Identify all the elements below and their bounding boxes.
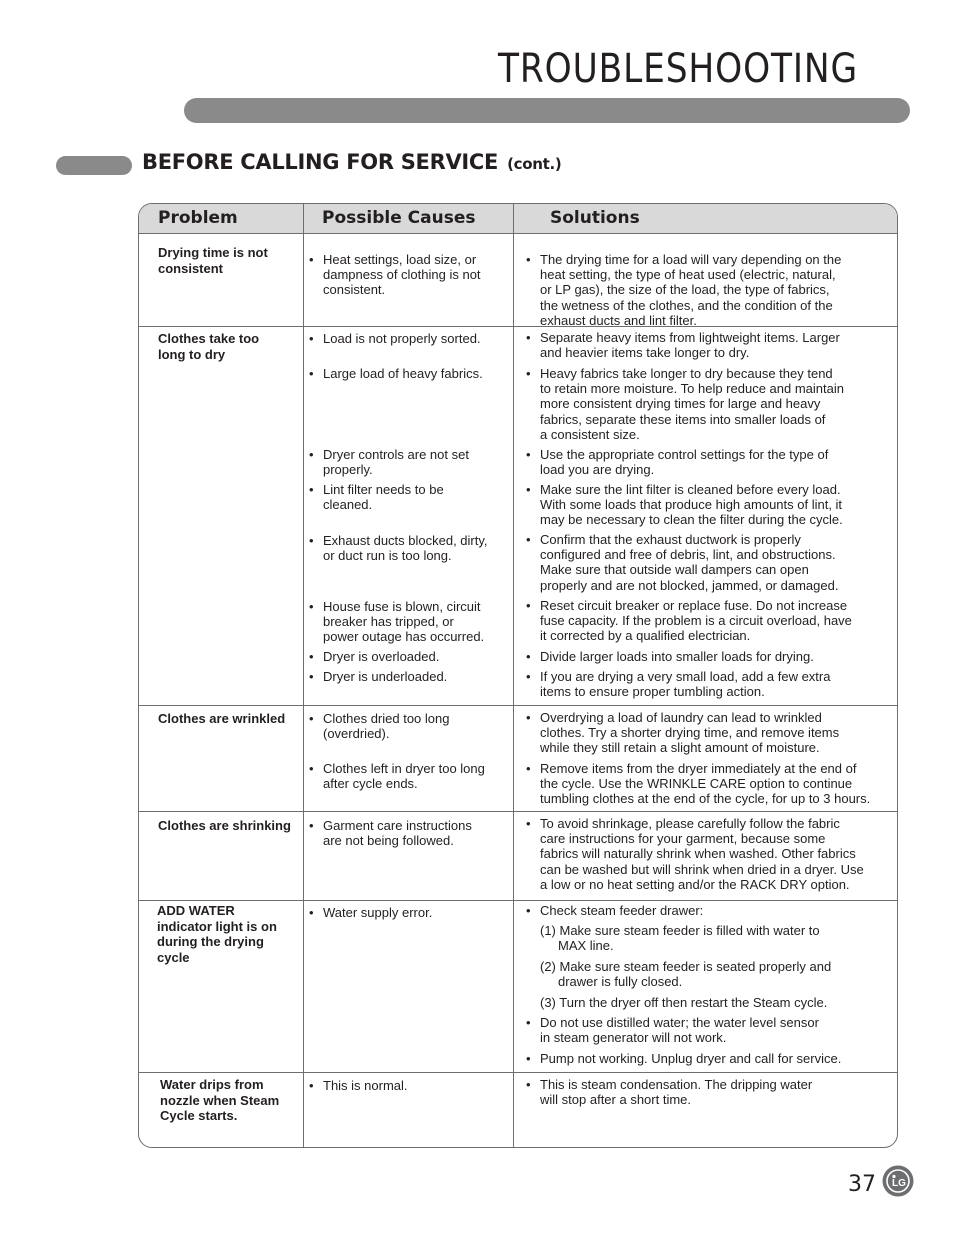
cause-line: are not being followed. xyxy=(323,833,454,849)
solution-line: To avoid shrinkage, please carefully follow the fabric xyxy=(540,816,840,831)
solution-item xyxy=(526,482,895,528)
solution-line: Confirm that the exhaust ductwork is properly xyxy=(540,532,801,547)
problem-line: Water drips from xyxy=(160,1077,264,1092)
solution-line: the cycle. Use the WRINKLE CARE option to continue xyxy=(540,776,853,792)
solution-line: Reset circuit breaker or replace fuse. Do not increase xyxy=(540,598,848,613)
solution-item xyxy=(526,816,895,892)
bullet-icon: • xyxy=(526,669,531,684)
solution-line: load you are drying. xyxy=(540,462,655,478)
cause-line: Exhaust ducts blocked, dirty, xyxy=(323,533,488,548)
solution-line: This is steam condensation. The dripping water xyxy=(540,1077,813,1092)
solution-line: fuse capacity. If the problem is a circuit overload, have xyxy=(540,613,852,629)
column-divider xyxy=(303,204,304,1147)
title-bar xyxy=(184,98,910,123)
solution-line: With some loads that produce high amounts of lint, it xyxy=(540,497,843,513)
problem-line: Drying time is not xyxy=(158,245,268,260)
cause-line: Dryer controls are not set xyxy=(323,447,469,462)
cause-item xyxy=(309,669,513,684)
bullet-icon: • xyxy=(526,252,531,267)
bullet-icon: • xyxy=(526,532,531,547)
section-title-text: BEFORE CALLING FOR SERVICE xyxy=(142,150,499,174)
table-header xyxy=(139,204,897,234)
bullet-icon: • xyxy=(526,649,531,664)
solution-line: If you are drying a very small load, add a few extra xyxy=(540,669,831,684)
solution-line: it corrected by a qualified electrician. xyxy=(540,628,751,644)
substep-line: (2) Make sure steam feeder is seated properly and xyxy=(540,959,832,974)
bullet-icon: • xyxy=(526,903,531,918)
solution-line: fabrics, separate these items into smaller loads of xyxy=(540,411,826,427)
cause-item xyxy=(309,711,513,742)
cause-line: Load is not properly sorted. xyxy=(323,331,481,346)
cause-line: House fuse is blown, circuit xyxy=(323,599,481,614)
solution-line: Overdrying a load of laundry can lead to wrinkled xyxy=(540,710,822,725)
bullet-icon: • xyxy=(526,482,531,497)
problem-cell xyxy=(158,245,300,276)
cause-line: or duct run is too long. xyxy=(323,548,452,564)
cause-item xyxy=(309,331,513,346)
solution-line: heat setting, the type of heat used (electric, natural, xyxy=(540,267,836,283)
column-header-solutions: Solutions xyxy=(550,208,640,228)
row-divider xyxy=(139,705,897,706)
cause-item xyxy=(309,447,513,478)
solution-line: clothes. Try a shorter drying time, and remove items xyxy=(540,725,840,741)
row-divider xyxy=(139,900,897,901)
bullet-icon: • xyxy=(526,366,531,381)
problem-cell xyxy=(158,711,300,727)
solution-line: Check steam feeder drawer: xyxy=(540,903,704,918)
solution-line: The drying time for a load will vary depending on the xyxy=(540,252,842,267)
cause-line: This is normal. xyxy=(323,1078,408,1093)
lg-logo-text: LG xyxy=(892,1178,906,1189)
solution-line: properly and are not blocked, jammed, or damaged. xyxy=(540,577,839,593)
solution-line: to retain more moisture. To help reduce and maintain xyxy=(540,381,844,397)
problem-line: consistent xyxy=(158,260,224,276)
solution-line: fabrics will naturally shrink when washed. Other fabrics xyxy=(540,846,856,862)
problem-line: nozzle when Steam xyxy=(160,1092,280,1108)
bullet-icon: • xyxy=(526,598,531,613)
cause-item xyxy=(309,761,513,792)
cause-item xyxy=(309,1078,513,1093)
lg-logo-icon xyxy=(882,1165,914,1197)
problem-line: Clothes take too xyxy=(158,331,260,346)
problem-line: Cycle starts. xyxy=(160,1108,238,1123)
bullet-icon: • xyxy=(526,1077,531,1092)
cause-line: breaker has tripped, or xyxy=(323,614,454,630)
cause-line: Large load of heavy fabrics. xyxy=(323,366,483,381)
substep-line: MAX line. xyxy=(558,938,614,954)
bullet-icon: • xyxy=(526,330,531,345)
solution-line: care instructions for your garment, because some xyxy=(540,831,826,847)
solution-line: items to ensure proper tumbling action. xyxy=(540,684,765,700)
solution-line: Heavy fabrics take longer to dry because they tend xyxy=(540,366,833,381)
solution-item xyxy=(526,710,895,756)
solution-item xyxy=(526,252,895,328)
solution-line: Use the appropriate control settings for the type of xyxy=(540,447,829,462)
problem-line: ADD WATER xyxy=(157,903,235,918)
cause-item xyxy=(309,366,513,381)
solution-substep xyxy=(540,995,895,1010)
cause-item xyxy=(309,599,513,645)
cause-line: Heat settings, load size, or xyxy=(323,252,477,267)
solution-line: a consistent size. xyxy=(540,426,640,442)
cause-line: dampness of clothing is not xyxy=(323,267,481,283)
solution-item xyxy=(526,532,895,593)
bullet-icon: • xyxy=(309,669,314,684)
page-title: TROUBLESHOOTING xyxy=(498,46,858,92)
solution-item xyxy=(526,330,895,361)
solution-item xyxy=(526,1077,895,1108)
solution-item xyxy=(526,598,895,644)
cause-line: Lint filter needs to be xyxy=(323,482,444,497)
solution-line: while they still retain a slight amount of moisture. xyxy=(540,740,820,756)
bullet-icon: • xyxy=(526,816,531,831)
solution-item xyxy=(526,903,895,918)
problem-line: during the drying xyxy=(157,934,264,949)
solution-line: can be washed but will shrink when dried in a dryer. Use xyxy=(540,861,864,877)
bullet-icon: • xyxy=(526,1015,531,1030)
substep-line: (3) Turn the dryer off then restart the Steam cycle. xyxy=(540,995,828,1010)
cause-line: cleaned. xyxy=(323,497,373,513)
problem-line: long to dry xyxy=(158,346,226,362)
bullet-icon: • xyxy=(309,331,314,346)
bullet-icon: • xyxy=(309,711,314,726)
cause-line: (overdried). xyxy=(323,726,390,742)
bullet-icon: • xyxy=(526,761,531,776)
solution-line: Separate heavy items from lightweight items. Larger xyxy=(540,330,840,345)
cause-item xyxy=(309,818,513,849)
solution-line: Do not use distilled water; the water level sensor xyxy=(540,1015,819,1030)
solution-item xyxy=(526,1015,895,1046)
cause-item xyxy=(309,252,513,298)
problem-line: Clothes are wrinkled xyxy=(158,711,286,726)
solution-line: Pump not working. Unplug dryer and call for service. xyxy=(540,1051,842,1066)
solution-line: Remove items from the dryer immediately at the end of xyxy=(540,761,857,776)
bullet-icon: • xyxy=(526,447,531,462)
problem-cell xyxy=(158,818,300,834)
bullet-icon: • xyxy=(526,1051,531,1066)
solution-line: Divide larger loads into smaller loads for drying. xyxy=(540,649,814,664)
solution-line: configured and free of debris, lint, and obstructions. xyxy=(540,547,836,563)
bullet-icon: • xyxy=(309,761,314,776)
cause-item xyxy=(309,533,513,564)
column-header-problem: Problem xyxy=(158,208,238,228)
section-pill xyxy=(56,156,132,175)
solution-item xyxy=(526,1051,895,1066)
problem-line: indicator light is on xyxy=(157,918,277,934)
solution-item xyxy=(526,761,895,807)
troubleshooting-table xyxy=(138,203,898,1148)
solution-item xyxy=(526,447,895,478)
solution-line: the wetness of the clothes, and the condition of the xyxy=(540,297,833,313)
bullet-icon: • xyxy=(309,447,314,462)
solution-line: will stop after a short time. xyxy=(540,1092,691,1108)
solution-line: in steam generator will not work. xyxy=(540,1030,727,1046)
solution-item xyxy=(526,366,895,442)
solution-line: more consistent drying times for large and heavy xyxy=(540,396,821,412)
page-number: 37 xyxy=(848,1172,876,1197)
solution-substep xyxy=(540,923,895,953)
cause-line: Dryer is underloaded. xyxy=(323,669,448,684)
problem-cell xyxy=(157,903,299,965)
section-title xyxy=(142,150,561,174)
cause-line: Clothes left in dryer too long xyxy=(323,761,485,776)
solution-line: Make sure the lint filter is cleaned before every load. xyxy=(540,482,841,497)
section-title-suffix: (cont.) xyxy=(507,155,562,173)
cause-line: properly. xyxy=(323,462,373,478)
cause-line: consistent. xyxy=(323,282,386,298)
cause-line: Water supply error. xyxy=(323,905,433,920)
problem-line: Clothes are shrinking xyxy=(158,818,291,833)
cause-line: Garment care instructions xyxy=(323,818,472,833)
row-divider xyxy=(139,811,897,812)
bullet-icon: • xyxy=(309,252,314,267)
substep-line: drawer is fully closed. xyxy=(558,974,683,990)
solution-item xyxy=(526,649,895,664)
column-divider xyxy=(513,204,514,1147)
bullet-icon: • xyxy=(309,366,314,381)
solution-line: exhaust ducts and lint filter. xyxy=(540,312,697,328)
bullet-icon: • xyxy=(309,482,314,497)
cause-line: power outage has occurred. xyxy=(323,629,485,645)
solution-substep xyxy=(540,959,895,989)
row-divider xyxy=(139,1072,897,1073)
bullet-icon: • xyxy=(309,599,314,614)
bullet-icon: • xyxy=(526,710,531,725)
cause-line: after cycle ends. xyxy=(323,776,418,792)
solution-line: may be necessary to clean the filter during the cycle. xyxy=(540,512,843,528)
bullet-icon: • xyxy=(309,649,314,664)
problem-cell xyxy=(158,331,300,362)
bullet-icon: • xyxy=(309,818,314,833)
column-header-possible-causes: Possible Causes xyxy=(322,208,476,228)
bullet-icon: • xyxy=(309,1078,314,1093)
problem-cell xyxy=(160,1077,302,1124)
solution-line: Make sure that outside wall dampers can open xyxy=(540,562,809,578)
cause-item xyxy=(309,649,513,664)
solution-line: tumbling clothes at the end of the cycle, for up to 3 hours. xyxy=(540,791,871,807)
bullet-icon: • xyxy=(309,905,314,920)
substep-line: (1) Make sure steam feeder is filled with water to xyxy=(540,923,820,938)
cause-item xyxy=(309,482,513,513)
cause-item xyxy=(309,905,513,920)
solution-line: a low or no heat setting and/or the RACK DRY option. xyxy=(540,876,850,892)
problem-line: cycle xyxy=(157,949,190,965)
solution-line: or LP gas), the size of the load, the type of fabrics, xyxy=(540,282,830,298)
solution-item xyxy=(526,669,895,700)
bullet-icon: • xyxy=(309,533,314,548)
cause-line: Clothes dried too long xyxy=(323,711,450,726)
solution-line: and heavier items take longer to dry. xyxy=(540,345,750,361)
cause-line: Dryer is overloaded. xyxy=(323,649,440,664)
